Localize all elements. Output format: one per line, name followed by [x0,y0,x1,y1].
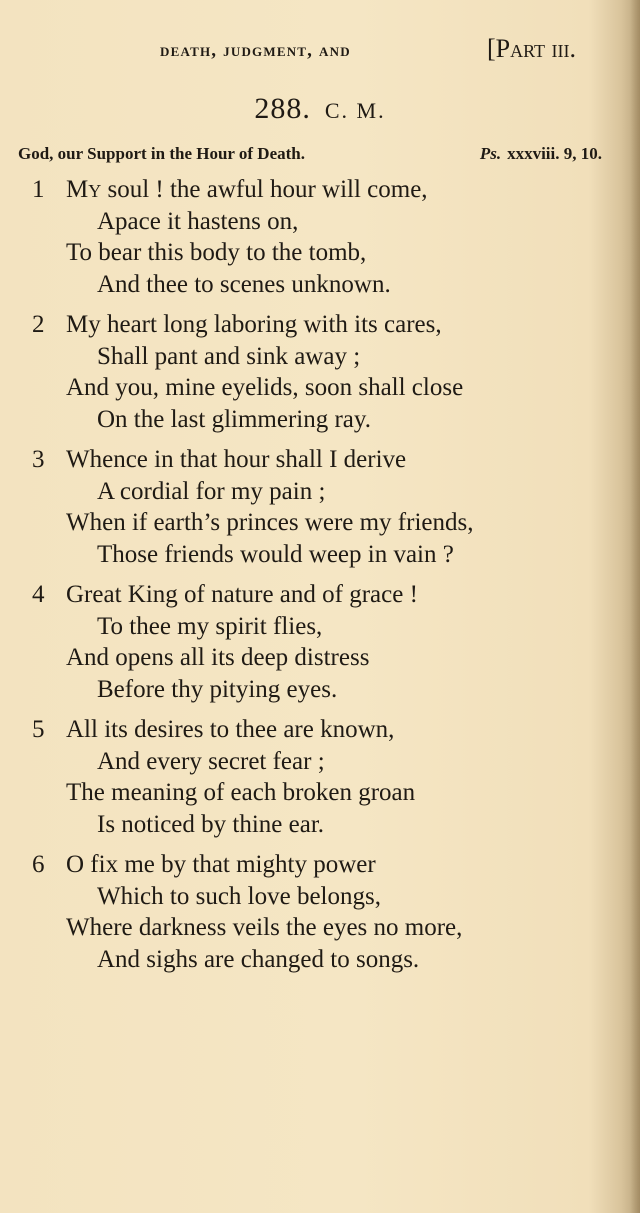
verse-line: And every secret fear ; [97,748,325,775]
running-head-bracket: [ [487,34,496,63]
verse-line: Those friends would weep in vain ? [97,541,454,568]
verse-line: When if earth’s princes were my friends, [66,509,474,536]
verse-line: Whence in that hour shall I derive [66,446,407,473]
running-head [160,34,620,70]
verse-line: To thee my spirit flies, [97,613,323,640]
verse-line: And opens all its deep distress [66,644,370,671]
hymn-meter: C. M. [324,98,386,123]
verse-line: On the last glimmering ray. [97,406,372,433]
verse-line: And sighs are changed to songs. [97,946,420,973]
verse-line: Apace it hastens on, [97,208,299,235]
running-head-part-label: Part iii. [495,34,577,63]
scripture-reference [480,144,602,164]
verse-line: Where darkness veils the eyes no more, [66,914,463,941]
verse-line [66,176,428,204]
verse-line: And you, mine eyelids, soon shall close [66,374,464,401]
verse-line: Which to such love belongs, [97,883,381,910]
hymn-number: 288. [254,92,311,125]
verse-line: O fix me by that mighty power [66,851,376,878]
verse-number: 3 [32,446,45,473]
verse-line: Before thy pitying eyes. [97,676,338,703]
page-edge-shadow [630,0,640,1213]
running-head-title: death, judgment, and [160,40,351,61]
verse-first-word: My [66,176,102,203]
running-head-part [487,34,576,64]
verse-number: 4 [32,581,45,608]
verse-line: And thee to scenes unknown. [97,271,391,298]
verse-number: 1 [32,176,45,203]
verse-number: 2 [32,311,45,338]
verse-line: Great King of nature and of grace ! [66,581,418,608]
verse-line: The meaning of each broken groan [66,779,416,806]
verse-line: To bear this body to the tomb, [66,239,367,266]
hymn-heading [0,92,640,126]
verse-line: All its desires to thee are known, [66,716,395,743]
verse-line-rest: soul ! the awful hour will come, [101,176,428,203]
verse-line: A cordial for my pain ; [97,478,326,505]
scripture-reference-chapter: xxxviii. 9, 10. [507,144,602,163]
verse-number: 6 [32,851,45,878]
verse-line: Shall pant and sink away ; [97,343,361,370]
verse-line: Is noticed by thine ear. [97,811,325,838]
verse-number: 5 [32,716,45,743]
verse-line: My heart long laboring with its cares, [66,311,442,338]
scripture-reference-book: Ps. [479,144,502,163]
hymn-title: God, our Support in the Hour of Death. [18,144,305,163]
